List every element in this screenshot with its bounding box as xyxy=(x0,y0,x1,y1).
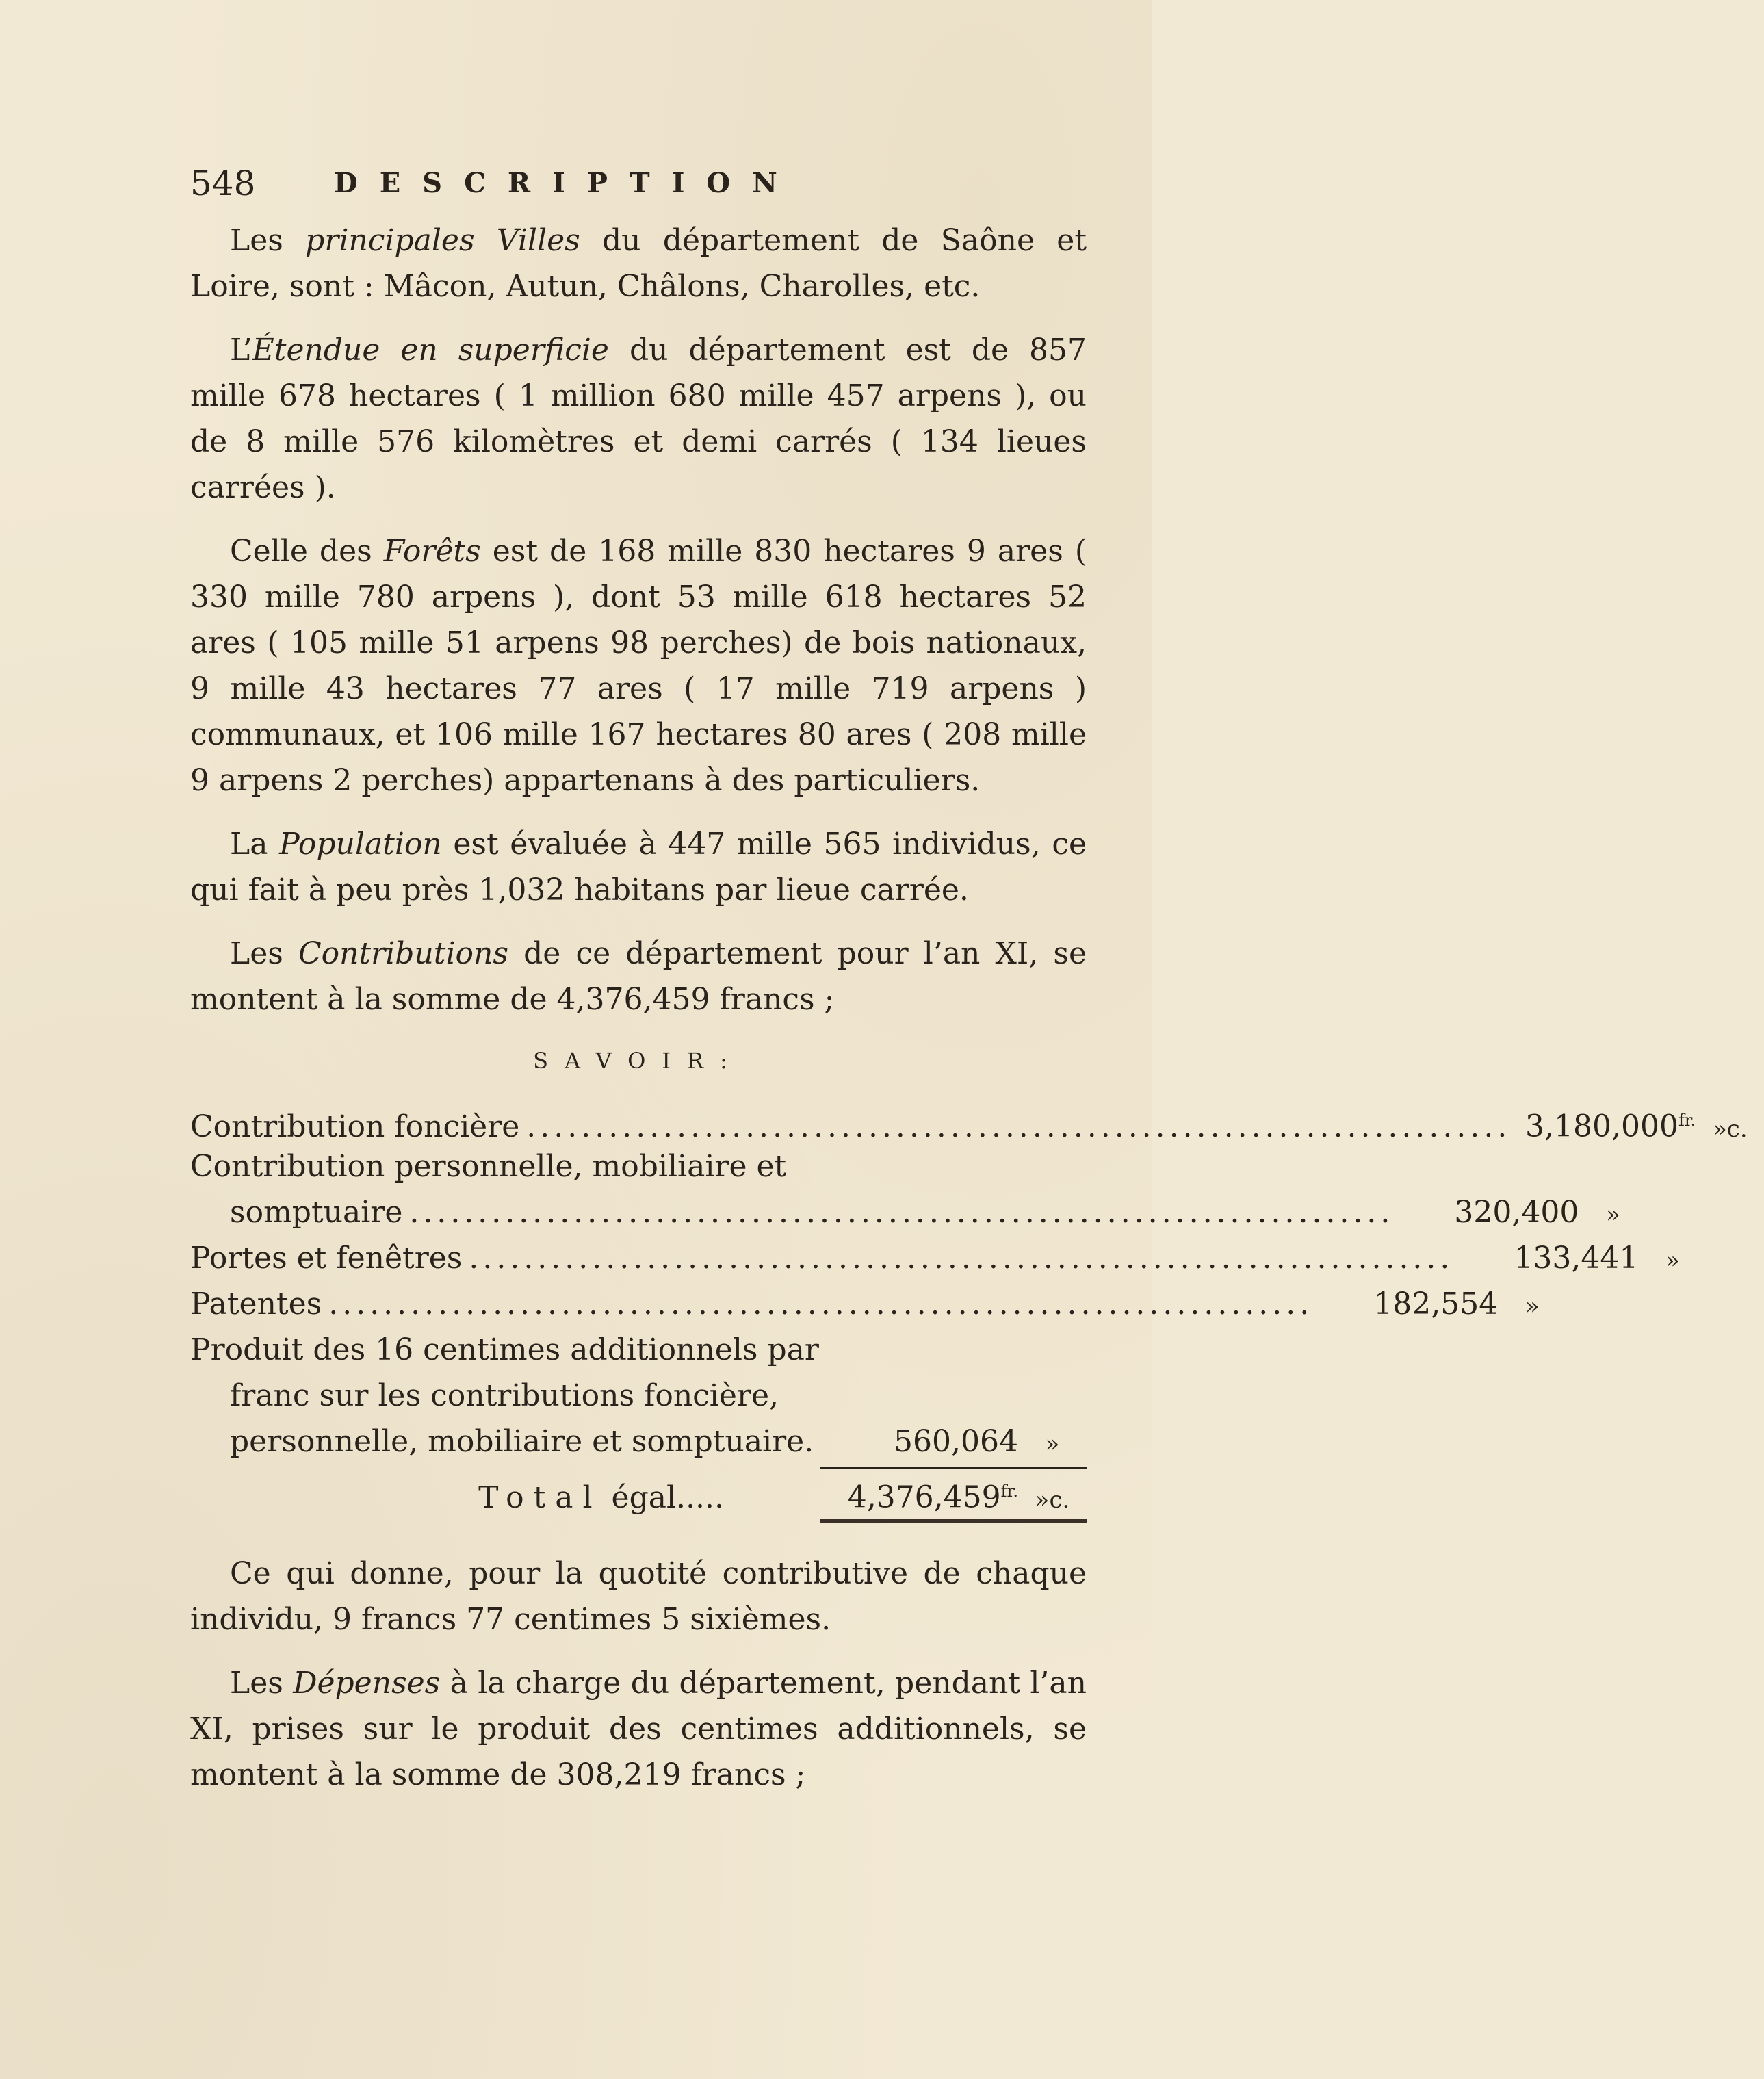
paragraph-italic: Dépenses xyxy=(293,1666,441,1701)
row-cents: » xyxy=(1525,1293,1540,1320)
paragraph-contributions xyxy=(190,931,1087,1022)
row-amount: 560,064 xyxy=(894,1424,1018,1459)
leader-dots: ........................................................................ xyxy=(469,1241,1454,1276)
table-row xyxy=(190,1281,1540,1327)
paragraph-population xyxy=(190,821,1087,913)
paragraph-text: du département de Saône et Loire, sont : Mâcon, Autun, Châlons, Charolles, etc. xyxy=(190,223,1087,304)
total-cents: »c. xyxy=(1035,1486,1070,1514)
paragraph-text: est de 168 mille 830 hectares 9 ares ( 330 mille 780 arpens ), dont 53 mille 618 hectares 52 ares ( 105 mille 51 arpens 98 perches) de bois nationaux, 9 mille 43 hectares 77 ares ( 17 mille 719 arpens ) communaux, et 106 mille 167 hectares 80 ares ( 208 mille 9 arpens 2 perches) appartenans à des particuliers. xyxy=(190,534,1087,798)
row-label: Contribution foncière xyxy=(190,1109,520,1144)
savoir-heading: SAVOIR: xyxy=(533,1048,744,1074)
row-amount: 133,441 xyxy=(1514,1241,1639,1276)
paragraph-depenses xyxy=(190,1660,1087,1798)
leader-dots: ........................................................................ xyxy=(526,1109,1512,1144)
total-row xyxy=(190,1469,1087,1514)
amount-unit: fr. xyxy=(1000,1482,1018,1501)
total-suffix: égal xyxy=(601,1480,677,1515)
table-row xyxy=(190,1144,1087,1189)
row-cents: » xyxy=(1605,1201,1620,1228)
paragraph-italic: Contributions xyxy=(298,936,508,971)
row-cents: » xyxy=(1665,1247,1680,1274)
paragraph-text: à la charge du département, pendant l’an XI, prises sur le produit des centimes additionnels, se montent à la somme de 308,219 francs ; xyxy=(190,1666,1087,1792)
page-number: 548 xyxy=(190,164,256,203)
leader-dots: ........................................................................ xyxy=(328,1287,1314,1321)
paragraph-text: Les xyxy=(230,1666,294,1701)
row-cents: » xyxy=(1045,1430,1060,1458)
contributions-table xyxy=(190,1098,1748,1523)
paragraph-forets xyxy=(190,528,1087,803)
running-head: DESCRIPTION xyxy=(334,167,799,199)
page-body xyxy=(190,218,1748,1816)
amount-unit: fr. xyxy=(1678,1111,1696,1130)
paragraph-text: La xyxy=(230,827,280,862)
row-label: Produit des 16 centimes additionnels par xyxy=(190,1332,819,1367)
paragraph-italic: Étendue en superficie xyxy=(252,333,609,367)
leader-dots: ........................................................................ xyxy=(409,1195,1395,1230)
row-label: personnelle, mobiliaire et somptuaire. xyxy=(230,1424,814,1459)
table-row xyxy=(190,1373,1087,1419)
row-label: franc sur les contributions foncière, xyxy=(230,1378,779,1413)
amount-value: 3,180,000 xyxy=(1525,1109,1678,1144)
row-label: somptuaire xyxy=(230,1195,403,1230)
paragraph-italic: principales Villes xyxy=(305,223,580,258)
paragraph-quotite: Ce qui donne, pour la quotité contributive de chaque individu, 9 francs 77 centimes 5 sixièmes. xyxy=(190,1556,1087,1637)
row-label: Portes et fenêtres xyxy=(190,1241,463,1276)
table-row xyxy=(190,1235,1680,1281)
row-amount: 320,400 xyxy=(1454,1195,1579,1230)
total-amount xyxy=(840,1469,1018,1521)
paragraph-italic: Population xyxy=(279,827,442,862)
paragraph-text: Celle des xyxy=(230,534,384,569)
paragraph-villes xyxy=(190,218,1087,309)
table-row xyxy=(190,1327,1087,1373)
paragraph-text: L’ xyxy=(230,333,252,367)
row-label: Contribution personnelle, mobiliaire et xyxy=(190,1149,787,1184)
paragraph-etendue xyxy=(190,327,1087,511)
paragraph-text: Les xyxy=(230,223,306,258)
total-word: Total xyxy=(478,1480,602,1515)
row-amount: 182,554 xyxy=(1373,1287,1499,1321)
total-label: Total égal..... xyxy=(478,1480,724,1515)
page-header xyxy=(190,163,874,204)
paragraph-italic: Forêts xyxy=(383,534,481,569)
row-amount xyxy=(1518,1098,1696,1150)
paragraph-text: Les xyxy=(230,936,298,971)
paragraph-text: du département est de 857 mille 678 hectares ( 1 million 680 mille 457 arpens ), ou de 8 mille 576 kilomètres et demi carrés ( 134 lieues carrées ). xyxy=(190,333,1087,505)
table-row xyxy=(190,1189,1620,1235)
row-cents: »c. xyxy=(1712,1115,1748,1143)
paragraph-text: est évaluée à 447 mille 565 individus, ce qui fait à peu près 1,032 habitans par lieue carrée. xyxy=(190,827,1087,907)
table-row xyxy=(190,1098,1748,1144)
row-label: Patentes xyxy=(190,1287,322,1321)
paragraph-text: de ce département pour l’an XI, se montent à la somme de 4,376,459 francs ; xyxy=(190,936,1087,1017)
table-row xyxy=(190,1419,1087,1464)
amount-value: 4,376,459 xyxy=(847,1480,1001,1515)
